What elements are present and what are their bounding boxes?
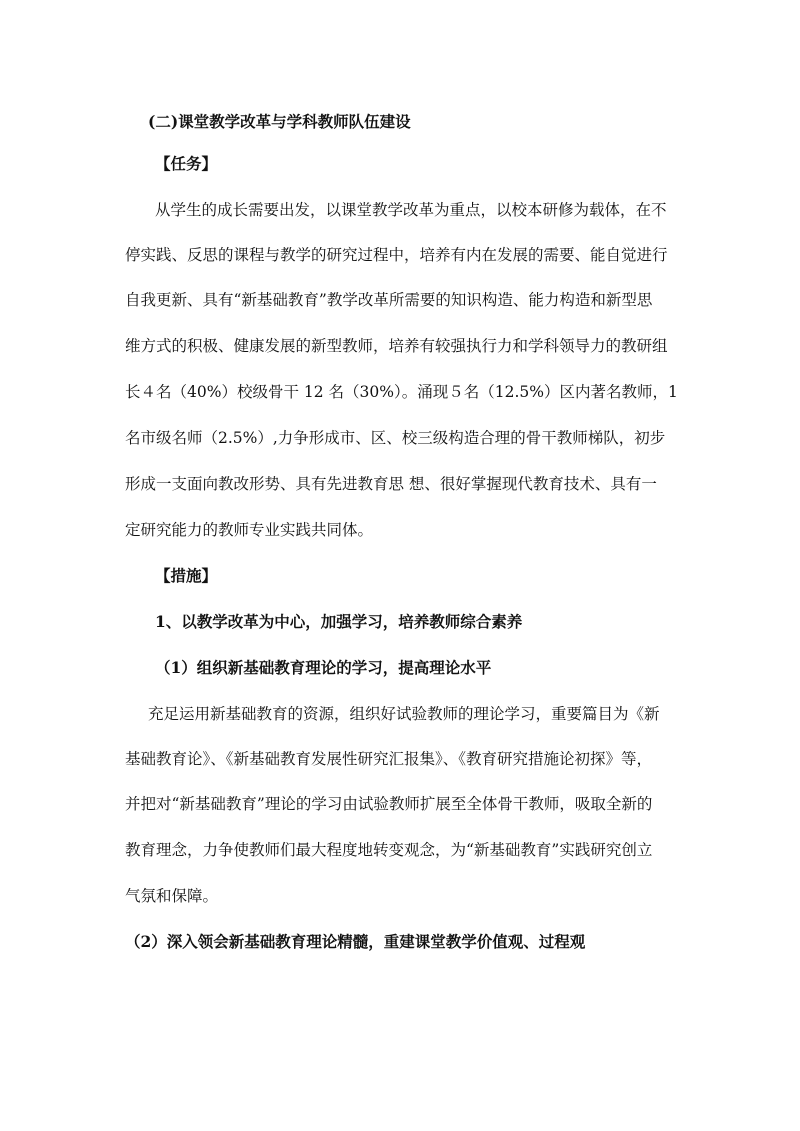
item-1-1-paragraph-line: 基础教育论》、《新基础教育发展性研究汇报集》、《教育研究措施论初探》等，: [125, 750, 653, 768]
measure-item-1-1: （1）组织新基础教育理论的学习，提高理论水平: [155, 658, 492, 677]
task-paragraph-line: 形成一支面向教改形势、具有先进教育思 想、很好掌握现代教育技术、具有一: [125, 475, 657, 493]
task-label: 【任务】: [155, 154, 218, 173]
task-paragraph-line: 名市级名师（2.5%）,力争形成市、区、校三级构造合理的骨干教师梯队，初步: [125, 429, 666, 447]
task-paragraph-line: 自我更新、具有“新基础教育”教学改革所需要的知识构造、能力构造和新型思: [125, 291, 653, 309]
task-paragraph-line: 定研究能力的教师专业实践共同体。: [125, 521, 374, 539]
task-paragraph-line: 从学生的成长需要出发，以课堂教学改革为重点，以校本研修为载体，在不: [155, 201, 667, 219]
task-paragraph-line: 维方式的积极、健康发展的新型教师，培养有较强执行力和学科领导力的教研组: [125, 337, 668, 355]
item-1-1-paragraph-line: 教育理念，力争使教师们最大程度地转变观念，为“新基础教育”实践研究创立: [125, 841, 653, 859]
section-heading: (二)课堂教学改革与学科教师队伍建设: [148, 112, 411, 131]
measure-item-1: 1、以教学改革为中心，加强学习，培养教师综合素养: [155, 612, 523, 631]
item-1-1-paragraph-line: 气氛和保障。: [125, 887, 219, 905]
item-1-1-paragraph-line: 并把对“新基础教育”理论的学习由试验教师扩展至全体骨干教师，吸取全新的: [125, 795, 653, 813]
measure-item-1-2: （2）深入领会新基础教育理论精髓，重建课堂教学价值观、过程观: [125, 932, 586, 951]
task-paragraph-line: 停实践、反思的课程与教学的研究过程中，培养有内在发展的需要、能自觉进行: [125, 246, 668, 264]
item-1-1-paragraph-line: 充足运用新基础教育的资源，组织好试验教师的理论学习，重要篇目为《新: [148, 705, 660, 723]
task-paragraph-line: 长４名（40%）校级骨干 12 名（30%）。涌现５名（12.5%）区内著名教师，1: [125, 383, 678, 401]
measures-label: 【措施】: [155, 566, 218, 585]
